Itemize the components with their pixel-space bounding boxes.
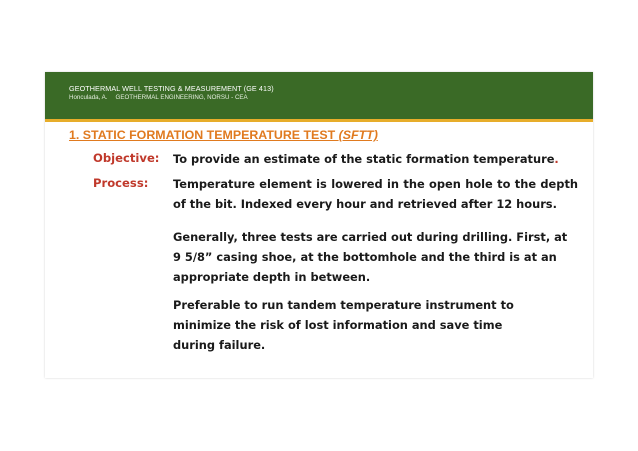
- course-subtitle: [69, 94, 248, 101]
- objective-text: [173, 149, 583, 169]
- section-title: [69, 128, 378, 142]
- department-name: GEOTHERMAL ENGINEERING, NORSU - CEA: [115, 94, 248, 101]
- objective-label: Objective:: [93, 151, 160, 165]
- process-paragraph-2: Generally, three tests are carried out during drilling. First, at 9 5/8” casing shoe, at the bottomhole and the third is at an appropriate depth in between.: [173, 230, 568, 285]
- slide: [45, 72, 593, 378]
- section-title-main: 1. STATIC FORMATION TEMPERATURE TEST: [69, 128, 339, 142]
- process-paragraph-1: Temperature element is lowered in the open hole to the depth of the bit. Indexed every hour and retrieved after 12 hours.: [173, 177, 578, 212]
- process-paragraph-3: Preferable to run tandem temperature instrument to minimize the risk of lost information and save time during failure.: [173, 298, 514, 353]
- slide-header: [45, 72, 593, 119]
- header-accent-strip: [45, 119, 593, 122]
- objective-period: .: [554, 152, 559, 166]
- objective-body: To provide an estimate of the static formation temperature: [173, 152, 555, 166]
- process-label: Process:: [93, 176, 149, 190]
- section-title-abbr: (SFTT): [338, 128, 378, 142]
- author-name: Honculada, A.: [69, 94, 108, 101]
- course-title: GEOTHERMAL WELL TESTING & MEASUREMENT (GE 413): [69, 84, 274, 93]
